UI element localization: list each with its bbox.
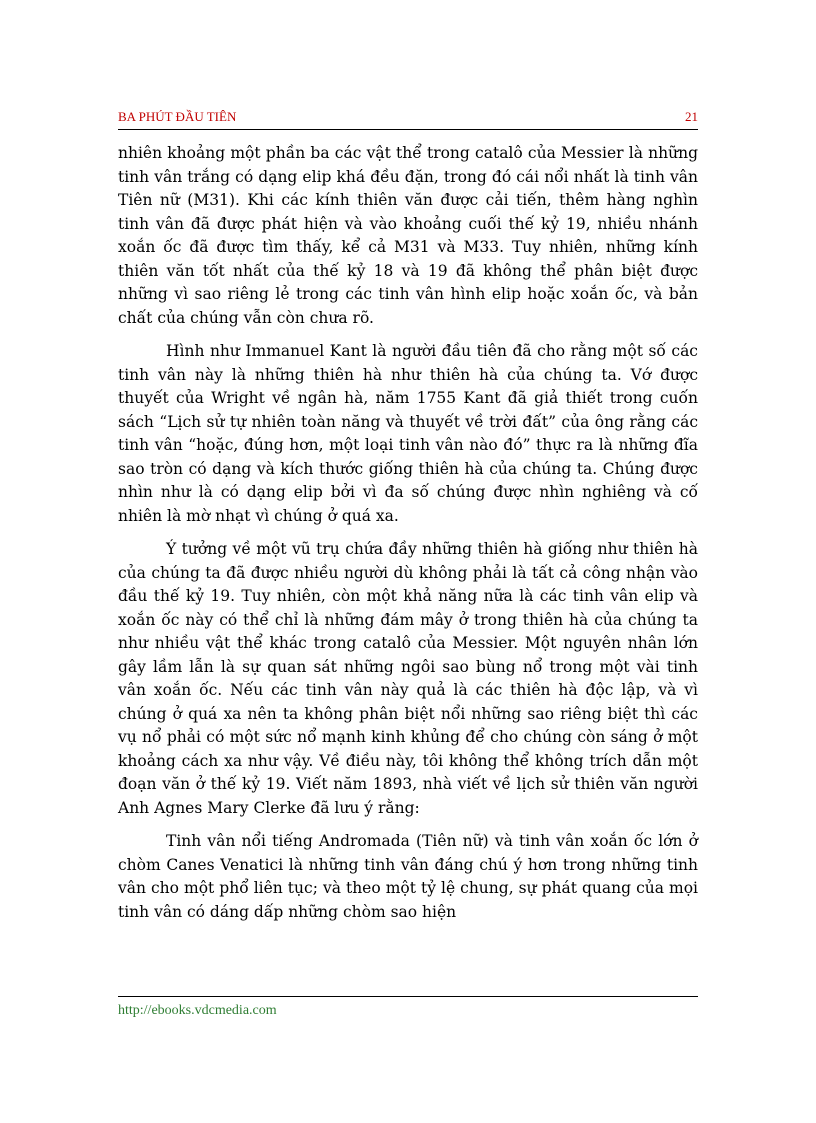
page-footer [118, 996, 698, 1018]
page-header [118, 107, 698, 130]
paragraph: Ý tưởng về một vũ trụ chứa đầy những thiên hà giống như thiên hà của chúng ta đã được nhiều người dù không phải là tất cả công nhận vào đầu thế kỷ 19. Tuy nhiên, còn một khả năng nữa là các tinh vân elip và xoắn ốc này có thể chỉ là những đám mây ở trong thiên hà của chúng ta như nhiều vật thể khác trong catalô của Messier. Một nguyên nhân lớn gây lầm lẫn là sự quan sát những ngôi sao bùng nổ trong một vài tinh vân xoắn ốc. Nếu các tinh vân này quả là các thiên hà độc lập, và vì chúng ở quá xa nên ta không phân biệt nổi những sao riêng biệt thì các vụ nổ phải có một sức nổ mạnh kinh khủng để cho chúng còn sáng ở một khoảng cách xa như vậy. Về điều này, tôi không thể không trích dẫn một đoạn văn ở thế kỷ 19. Viết năm 1893, nhà viết về lịch sử thiên văn người Anh Agnes Mary Clerke đã lưu ý rằng: [118, 540, 698, 817]
running-title: BA PHÚT ĐẦU TIÊN [118, 109, 237, 124]
paragraph: nhiên khoảng một phần ba các vật thể trong catalô của Messier là những tinh vân trắng có dạng elip khá đều đặn, trong đó cái nổi nhất là tinh vân Tiên nữ (M31). Khi các kính thiên văn được cải tiến, thêm hàng nghìn tinh vân đã được phát hiện và vào khoảng cuối thế kỷ 19, nhiều nhánh xoắn ốc đã được tìm thấy, kể cả M31 và M33. Tuy nhiên, những kính thiên văn tốt nhất của thế kỷ 18 và 19 đã không thể phân biệt được những vì sao riêng lẻ trong các tinh vân hình elip hoặc xoắn ốc, và bản chất của chúng vẫn còn chưa rõ. [118, 144, 698, 327]
paragraph: Tinh vân nổi tiếng Andromada (Tiên nữ) và tinh vân xoắn ốc lớn ở chòm Canes Venatici là những tinh vân đáng chú ý hơn trong những tinh vân cho một phổ liên tục; và theo một tỷ lệ chung, sự phát quang của mọi tinh vân có dáng dấp những chòm sao hiện [118, 832, 698, 921]
paragraph: Hình như Immanuel Kant là người đầu tiên đã cho rằng một số các tinh vân này là những thiên hà như thiên hà của chúng ta. Vớ được thuyết của Wright về ngân hà, năm 1755 Kant đã giả thiết trong cuốn sách “Lịch sử tự nhiên toàn năng và thuyết về trời đất” của ông rằng các tinh vân “hoặc, đúng hơn, một loại tinh vân nào đó” thực ra là những đĩa sao tròn có dạng và kích thước giống thiên hà của chúng ta. Chúng được nhìn như là có dạng elip bởi vì đa số chúng được nhìn nghiêng và cố nhiên là mờ nhạt vì chúng ở quá xa. [118, 342, 698, 525]
footer-link[interactable]: http://ebooks.vdcmedia.com [118, 1003, 277, 1018]
page-number: 21 [685, 109, 698, 124]
page-body [118, 142, 698, 934]
